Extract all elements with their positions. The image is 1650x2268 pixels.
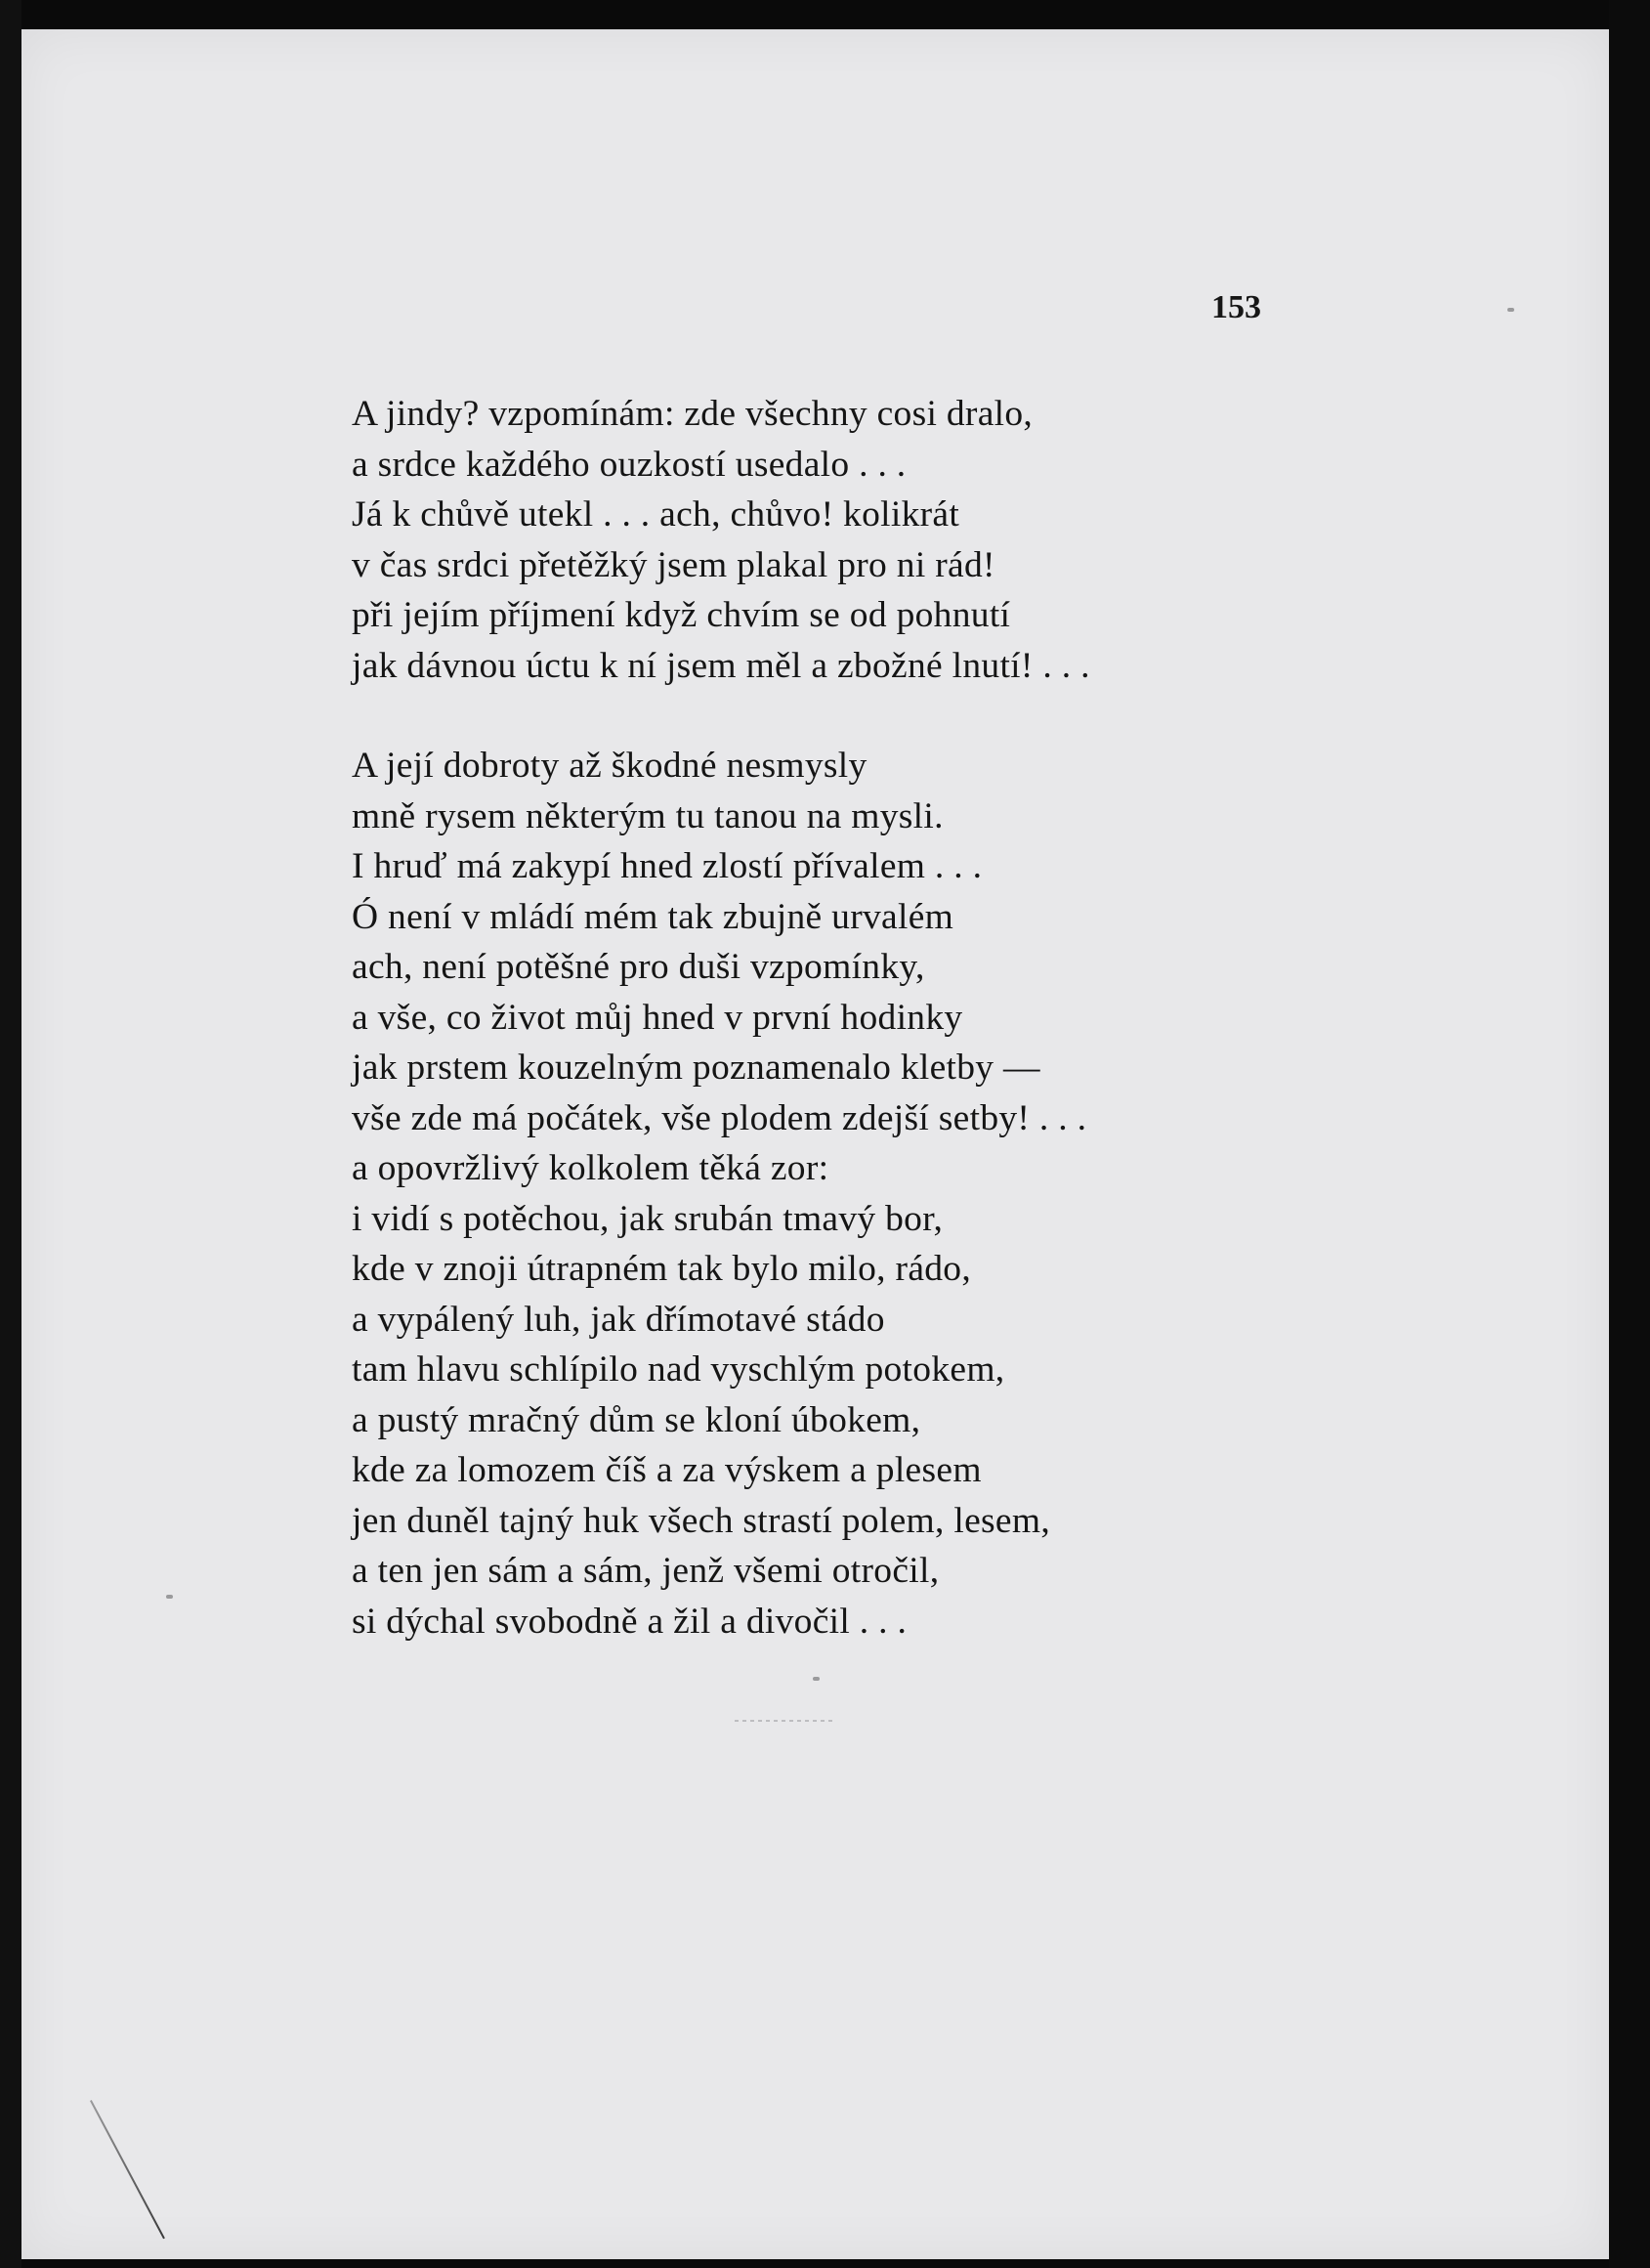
verse-line: jak dávnou úctu k ní jsem měl a zbožné lnutí! . . . [352,645,1090,686]
verse-line: Já k chůvě utekl . . . ach, chůvo! kolikrát [352,494,960,535]
verse-line: a srdce každého ouzkostí usedalo . . . [352,444,907,485]
poem-text [352,389,1090,1647]
faint-ornament-rule [735,1720,832,1722]
verse-line: si dýchal svobodně a žil a divočil . . . [352,1601,908,1642]
verse-line: při jejím příjmení když chvím se od pohnutí [352,595,1011,635]
stanza-2 [352,741,1090,1647]
verse-line: mně rysem některým tu tanou na mysli. [352,795,944,836]
page-number: 153 [1211,289,1261,325]
verse-line: A její dobroty až škodné nesmysly [352,746,867,786]
ink-speck [166,1595,173,1599]
verse-line: i vidí s potěchou, jak srubán tmavý bor, [352,1198,944,1239]
verse-line: tam hlavu schlípilo nad vyschlým potokem, [352,1349,1005,1390]
verse-line: a vše, co život můj hned v první hodinky [352,997,963,1038]
scan-right-border [1609,0,1650,2268]
scan-left-border [0,0,21,2268]
verse-line: A jindy? vzpomínám: zde všechny cosi dralo, [352,394,1034,434]
stanza-1 [352,389,1090,691]
verse-line: vše zde má počátek, vše plodem zdejší setby! . . . [352,1097,1087,1138]
verse-line: jen duněl tajný huk všech strastí polem, lesem, [352,1500,1050,1541]
ink-speck [1507,308,1514,312]
verse-line: jak prstem kouzelným poznamenalo kletby — [352,1048,1040,1088]
verse-line: kde za lomozem číš a za výskem a plesem [352,1450,982,1490]
ink-speck [813,1677,820,1681]
verse-line: a ten jen sám a sám, jenž všemi otročil, [352,1551,940,1591]
verse-line: kde v znoji útrapném tak bylo milo, rádo, [352,1249,972,1289]
verse-line: I hruď má zakypí hned zlostí přívalem . . . [352,846,983,886]
verse-line: a opovržlivý kolkolem těká zor: [352,1148,829,1188]
verse-line: a vypálený luh, jak dřímotavé stádo [352,1299,885,1340]
verse-line: a pustý mračný dům se kloní úbokem, [352,1399,921,1440]
verse-line: v čas srdci přetěžký jsem plakal pro ni rád! [352,544,995,585]
verse-line: Ó není v mládí mém tak zbujně urvalém [352,896,954,937]
verse-line: ach, není potěšné pro duši vzpomínky, [352,947,925,987]
